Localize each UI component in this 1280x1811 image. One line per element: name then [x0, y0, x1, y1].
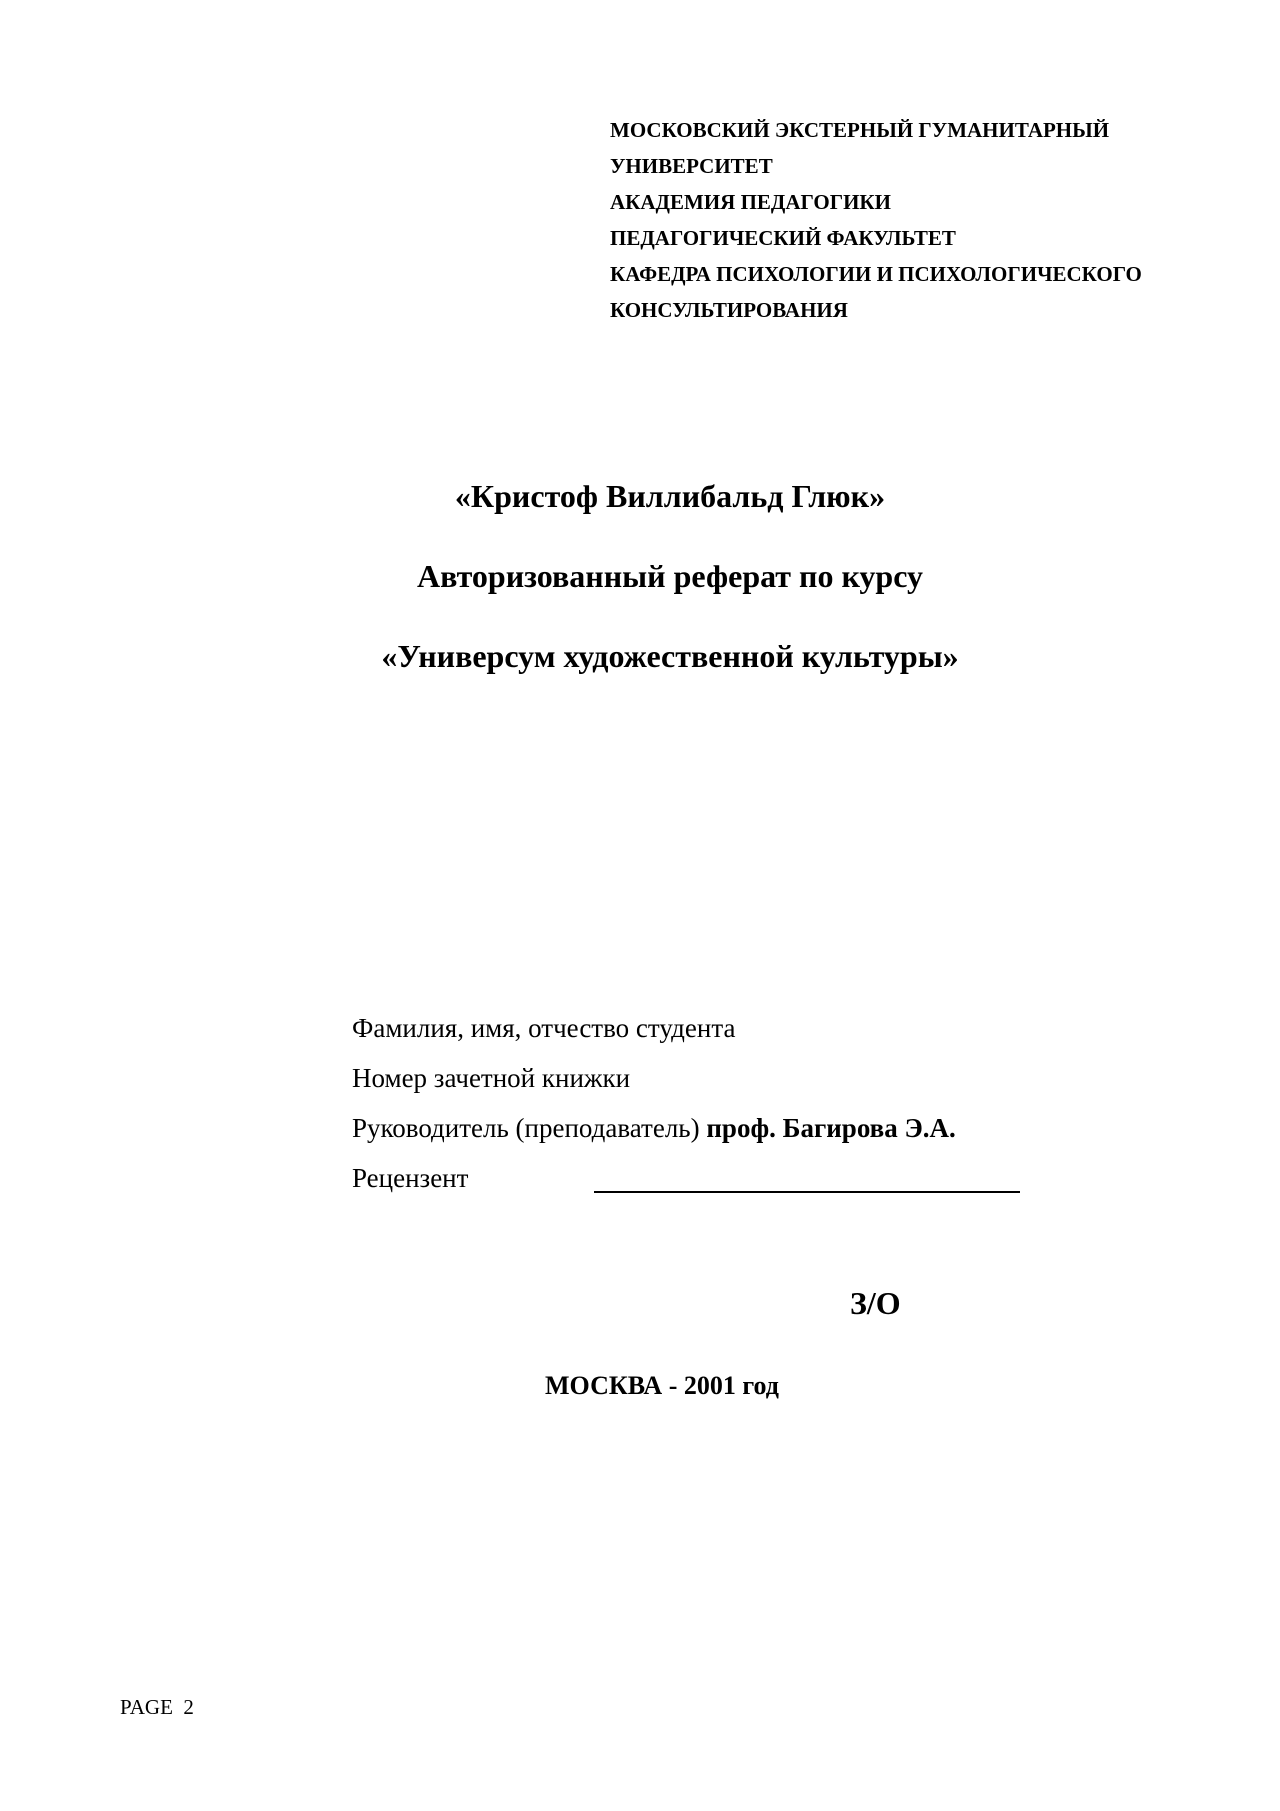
supervisor-name: проф. Багирова Э.А. — [706, 1113, 956, 1143]
reviewer-line — [352, 1153, 1152, 1203]
header-line-university: МОСКОВСКИЙ ЭКСТЕРНЫЙ ГУМАНИТАРНЫЙ — [610, 118, 1110, 142]
reviewer-label: Рецензент — [352, 1163, 469, 1193]
header-line-department-cont: КОНСУЛЬТИРОВАНИЯ — [610, 298, 848, 322]
student-name-label: Фамилия, имя, отчество студента — [352, 1013, 736, 1043]
institution-header — [610, 112, 1230, 328]
supervisor-line — [352, 1103, 1152, 1153]
student-info-block — [352, 1003, 1152, 1203]
course-name: «Универсум художественной культуры» — [381, 638, 959, 674]
supervisor-label: Руководитель (преподаватель) — [352, 1113, 707, 1143]
header-line-university-cont: УНИВЕРСИТЕТ — [610, 154, 773, 178]
header-line-department: КАФЕДРА ПСИХОЛОГИИ И ПСИХОЛОГИЧЕСКОГО — [610, 262, 1142, 286]
record-book-label: Номер зачетной книжки — [352, 1063, 631, 1093]
page-number: PAGE 2 — [120, 1695, 194, 1719]
header-line-faculty: ПЕДАГОГИЧЕСКИЙ ФАКУЛЬТЕТ — [610, 226, 956, 250]
header-line-academy: АКАДЕМИЯ ПЕДАГОГИКИ — [610, 190, 891, 214]
essay-topic: «Кристоф Виллибальд Глюк» — [454, 478, 886, 514]
reviewer-signature-line — [594, 1191, 1020, 1193]
city-year: МОСКВА - 2001 год — [545, 1371, 779, 1400]
study-form-label: З/О — [850, 1285, 901, 1321]
work-type: Авторизованный реферат по курсу — [417, 558, 923, 594]
title-block — [0, 476, 1280, 676]
